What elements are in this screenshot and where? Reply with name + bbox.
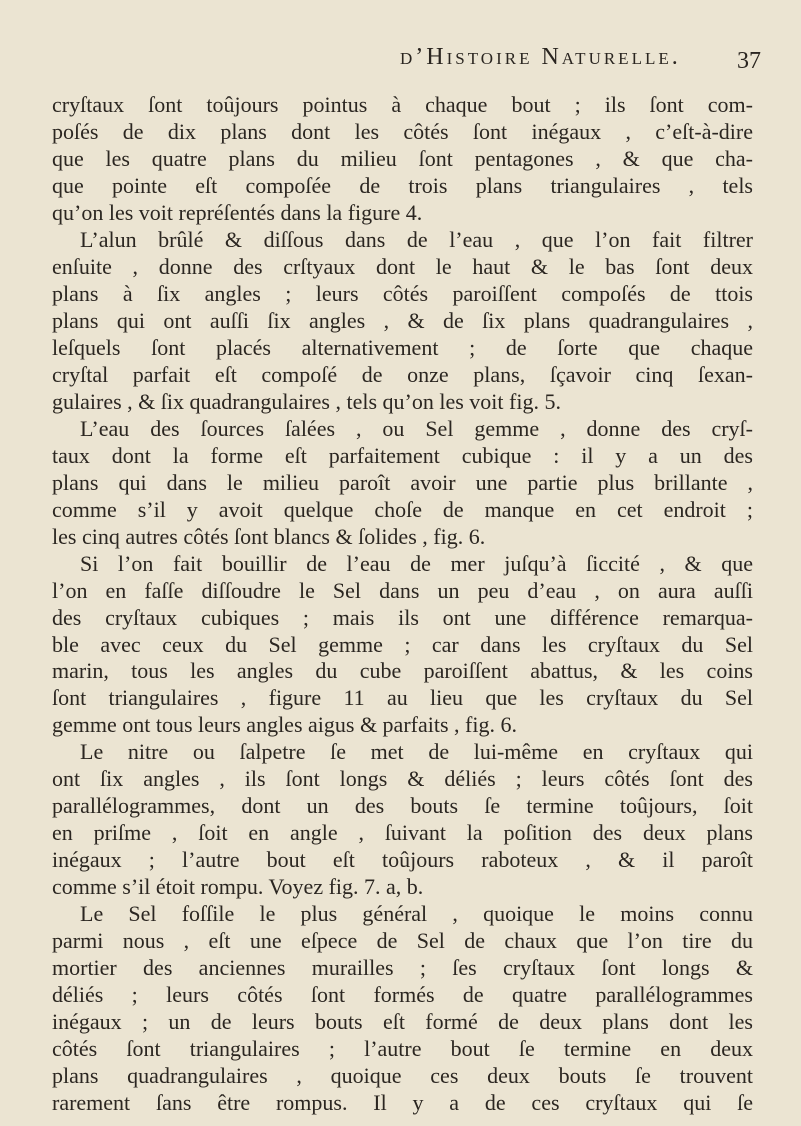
text-line: taux dont la forme eſt parfaitement cubique : il y a un des: [52, 442, 753, 468]
text-line: parallélogrammes, dont un des bouts ſe termine toûjours, ſoit: [52, 793, 753, 819]
text-line: gulaires , & ſix quadrangulaires , tels qu’on les voit fig. 5.: [52, 388, 561, 414]
text-line: plans quadrangulaires , quoique ces deux bouts ſe trouvent: [52, 1063, 753, 1088]
text-line: ſont triangulaires , figure 11 au lieu que les cryſtaux du Sel: [52, 685, 753, 711]
text-line: Le Sel foſſile le plus général , quoique le moins connu: [80, 901, 753, 927]
text-line: gemme ont tous leurs angles aigus & parfaits , fig. 6.: [52, 712, 517, 738]
text-line: l’on en faſſe diſſoudre le Sel dans un peu d’eau , on aura auſſi: [52, 577, 753, 603]
text-line: comme s’il étoit rompu. Voyez fig. 7. a, b.: [52, 874, 424, 900]
text-line: ont ſix angles , ils ſont longs & déliés ; leurs côtés ſont des: [52, 766, 753, 792]
text-line: cryſtal parfait eſt compoſé de onze plans, ſçavoir cinq ſexan-: [52, 361, 753, 387]
text-line: en priſme , ſoit en angle , ſuivant la poſition des deux plans: [52, 820, 753, 846]
text-line: des cryſtaux cubiques ; mais ils ont une différence remarqua-: [52, 604, 753, 630]
text-line: leſquels ſont placés alternativement ; de ſorte que chaque: [52, 334, 753, 360]
text-line: L’alun brûlé & diſſous dans de l’eau , que l’on fait filtrer: [80, 226, 753, 252]
text-line: plans à ſix angles ; leurs côtés paroiſſent compoſés de ttois: [52, 280, 753, 306]
text-line: les cinq autres côtés ſont blancs & ſolides , fig. 6.: [52, 523, 486, 549]
text-line: inégaux ; un de leurs bouts eſt formé de deux plans dont les: [52, 1009, 753, 1035]
text-line: plans qui ont auſſi ſix angles , & de ſix plans quadrangulaires ,: [52, 307, 753, 333]
running-head: d’Histoire Naturelle.: [400, 44, 681, 70]
text-line: Si l’on fait bouillir de l’eau de mer juſqu’à ſiccité , & que: [80, 550, 753, 576]
text-line: que pointe eſt compoſée de trois plans triangulaires , tels: [52, 172, 753, 198]
page-number: 37: [737, 48, 761, 74]
text-line: ble avec ceux du Sel gemme ; car dans les cryſtaux du Sel: [52, 631, 753, 657]
text-line: plans qui dans le milieu paroît avoir une partie plus brillante ,: [52, 469, 753, 495]
text-line: parmi nous , eſt une eſpece de Sel de chaux que l’on tire du: [52, 928, 753, 954]
text-line: poſés de dix plans dont les côtés ſont inégaux , c’eſt-à-dire: [52, 119, 753, 144]
text-line: mortier des anciennes murailles ; ſes cryſtaux ſont longs &: [52, 955, 753, 981]
text-line: rarement ſans être rompus. Il y a de ces cryſtaux qui ſe: [52, 1090, 753, 1115]
text-line: Le nitre ou ſalpetre ſe met de lui-même en cryſtaux qui: [80, 739, 753, 765]
text-line: comme s’il y avoit quelque choſe de manque en cet endroit ;: [52, 496, 753, 522]
text-line: L’eau des ſources ſalées , ou Sel gemme , donne des cryſ-: [80, 415, 753, 441]
text-line: qu’on les voit repréſentés dans la figure 4.: [52, 199, 423, 225]
text-line: côtés ſont triangulaires ; l’autre bout ſe termine en deux: [52, 1036, 753, 1062]
text-line: cryſtaux ſont toûjours pointus à chaque bout ; ils ſont com-: [52, 92, 753, 117]
text-line: déliés ; leurs côtés ſont formés de quatre parallélogrammes: [52, 982, 753, 1008]
text-line: marin, tous les angles du cube paroiſſent abattus, & les coins: [52, 658, 753, 684]
text-line: enſuite , donne des crſtyaux dont le haut & le bas ſont deux: [52, 253, 753, 279]
text-line: inégaux ; l’autre bout eſt toûjours raboteux , & il paroît: [52, 847, 753, 873]
text-line: que les quatre plans du milieu ſont pentagones , & que cha-: [52, 145, 753, 171]
